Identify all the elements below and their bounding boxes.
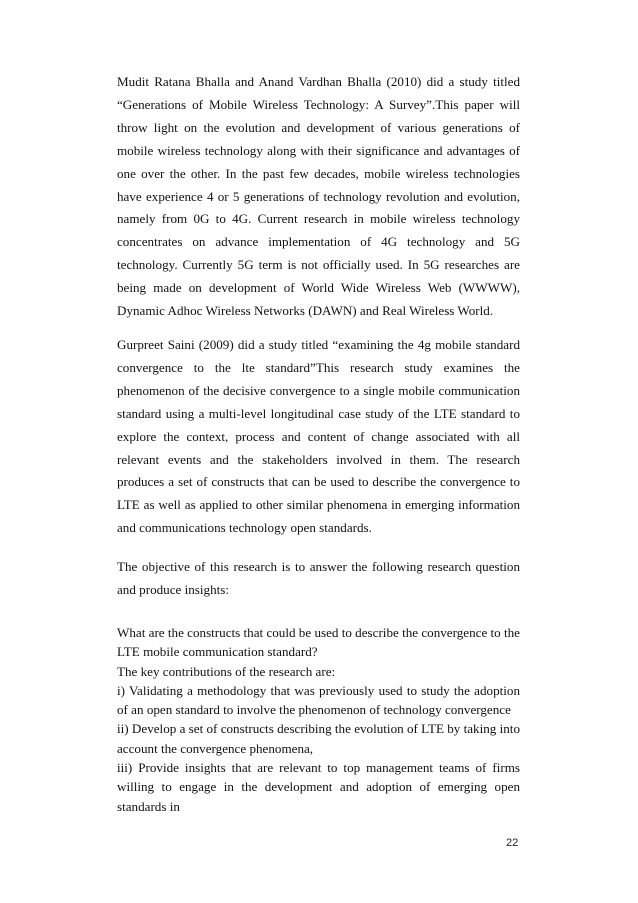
contribution-item-1: i) Validating a methodology that was previously used to study the adoption of an open standard to involve the phenomenon of technology convergence <box>117 682 520 718</box>
paragraph-saini-study: Gurpreet Saini (2009) did a study titled “examining the 4g mobile standard convergence to the lte standard”This research study examines the phenomenon of the decisive convergence to a single mobile communication standard using a multi-level longitudinal case study of the LTE standard to explore the context, process and content of change associated with all relevant events and the stakeholders involved in them. The research produces a set of constructs that can be used to describe the convergence to LTE as well as applied to other similar phenomena in emerging information and communications technology open standards. <box>117 337 520 536</box>
paragraph-research-objective: The objective of this research is to answer the following research question and produce insights: <box>117 559 520 597</box>
contributions-heading: The key contributions of the research are: <box>117 663 336 679</box>
research-question-block <box>117 623 520 816</box>
paragraph-bhalla-study: Mudit Ratana Bhalla and Anand Vardhan Bhalla (2010) did a study titled “Generations of Mobile Wireless Technology: A Survey”.This paper will throw light on the evolution and development of various generations of mobile wireless technology along with their significance and advantages of one over the other. In the past few decades, mobile wireless technologies have experience 4 or 5 generations of technology revolution and evolution, namely from 0G to 4G. Current research in mobile wireless technology concentrates on advance implementation of 4G technology and 5G technology. Currently 5G term is not officially used. In 5G researches are being made on development of World Wide Wireless Web (WWWW), Dynamic Adhoc Wireless Networks (DAWN) and Real Wireless World. <box>117 74 520 319</box>
contribution-item-3: iii) Provide insights that are relevant to top management teams of firms willing to engage in the development and adoption of emerging open standards in <box>117 760 520 814</box>
research-question: What are the constructs that could be used to describe the convergence to the LTE mobile communication standard? <box>117 625 520 660</box>
page-number: 22 <box>506 837 519 849</box>
contribution-item-2: ii) Develop a set of constructs describing the evolution of LTE by taking into account the convergence phenomena, <box>117 721 520 756</box>
